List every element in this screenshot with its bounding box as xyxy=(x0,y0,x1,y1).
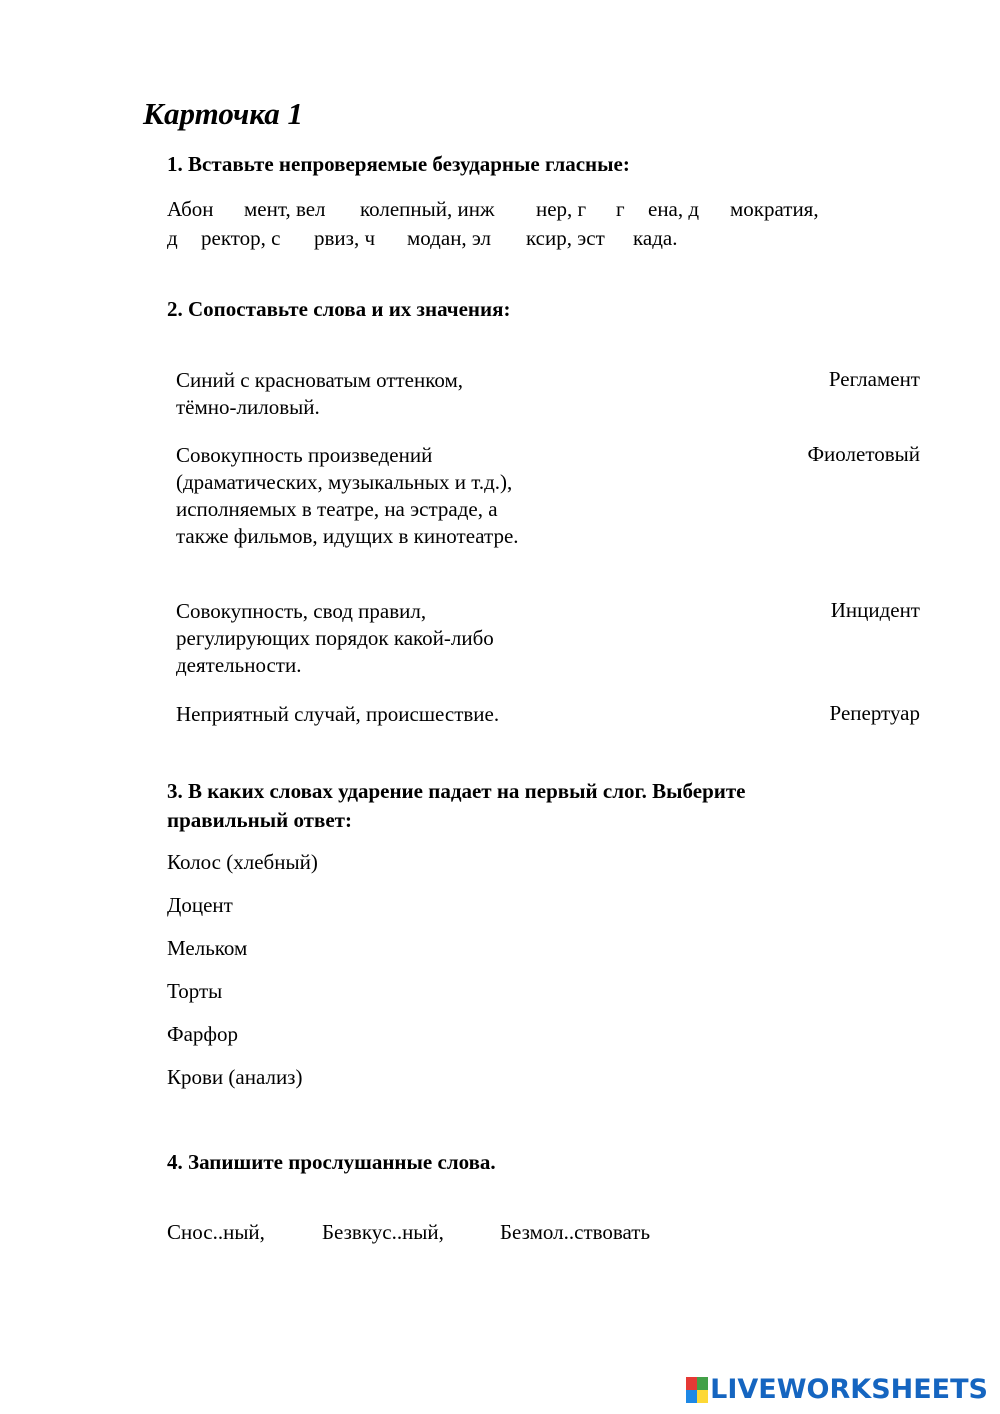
logo-text: LIVEWORKSHEETS xyxy=(710,1374,988,1405)
task1-fragment: колепный, инж xyxy=(360,197,495,221)
task1-fragment: када. xyxy=(633,226,678,250)
list-item: Доцент xyxy=(167,893,233,917)
task1-fragment: мократия, xyxy=(730,197,819,221)
task3-heading-line2: правильный ответ: xyxy=(167,808,352,832)
logo-squares-icon xyxy=(686,1377,708,1403)
task1-fragment: ректор, с xyxy=(201,226,281,250)
task1-fragment: ксир, эст xyxy=(526,226,605,250)
task1-heading: 1. Вставьте непроверяемые безударные гласные: xyxy=(167,152,630,176)
task1-fragment: г xyxy=(616,197,625,221)
word: Безмол..ствовать xyxy=(500,1220,651,1244)
word: Безвкус..ный, xyxy=(322,1220,444,1244)
logo-square xyxy=(697,1377,708,1390)
liveworksheets-logo xyxy=(686,1374,988,1405)
list-item: Торты xyxy=(167,979,223,1003)
list-item: Фарфор xyxy=(167,1022,239,1046)
task1-fragment: мент, вел xyxy=(244,197,326,221)
term: Репертуар xyxy=(829,701,920,725)
task1-fragment: рвиз, ч xyxy=(314,226,376,250)
term: Регламент xyxy=(828,367,920,391)
list-item: Колос (хлебный) xyxy=(167,850,318,874)
task1-fragment: нер, г xyxy=(536,197,587,221)
logo-square xyxy=(686,1390,697,1403)
term: Фиолетовый xyxy=(807,442,920,466)
page-title: Карточка 1 xyxy=(143,96,303,131)
list-item: Крови (анализ) xyxy=(167,1065,303,1089)
task1-fragment: ена, д xyxy=(648,197,700,221)
definition: Совокупность, свод правил, регулирующих порядок какой-либо деятельности. xyxy=(176,599,494,677)
list-item: Мельком xyxy=(167,936,248,960)
definition: Совокупность произведений (драматических, музыкальных и т.д.), исполняемых в театре, на эстраде, а также фильмов, идущих в кинотеатре. xyxy=(176,443,519,548)
task4-heading: 4. Запишите прослушанные слова. xyxy=(167,1150,496,1174)
definition: Синий с красноватым оттенком, тёмно-лиловый. xyxy=(176,368,464,419)
logo-square xyxy=(686,1377,697,1390)
task3-heading-line1: 3. В каких словах ударение падает на первый слог. Выберите xyxy=(167,779,746,803)
task1-fragment: Абон xyxy=(167,197,214,221)
task1-fragment: модан, эл xyxy=(407,226,492,250)
word: Снос..ный, xyxy=(167,1220,265,1244)
task2-heading: 2. Сопоставьте слова и их значения: xyxy=(167,297,511,321)
definition: Неприятный случай, происшествие. xyxy=(176,702,500,726)
term: Инцидент xyxy=(830,598,920,622)
task1-fragment: д xyxy=(167,226,178,250)
logo-square xyxy=(697,1390,708,1403)
